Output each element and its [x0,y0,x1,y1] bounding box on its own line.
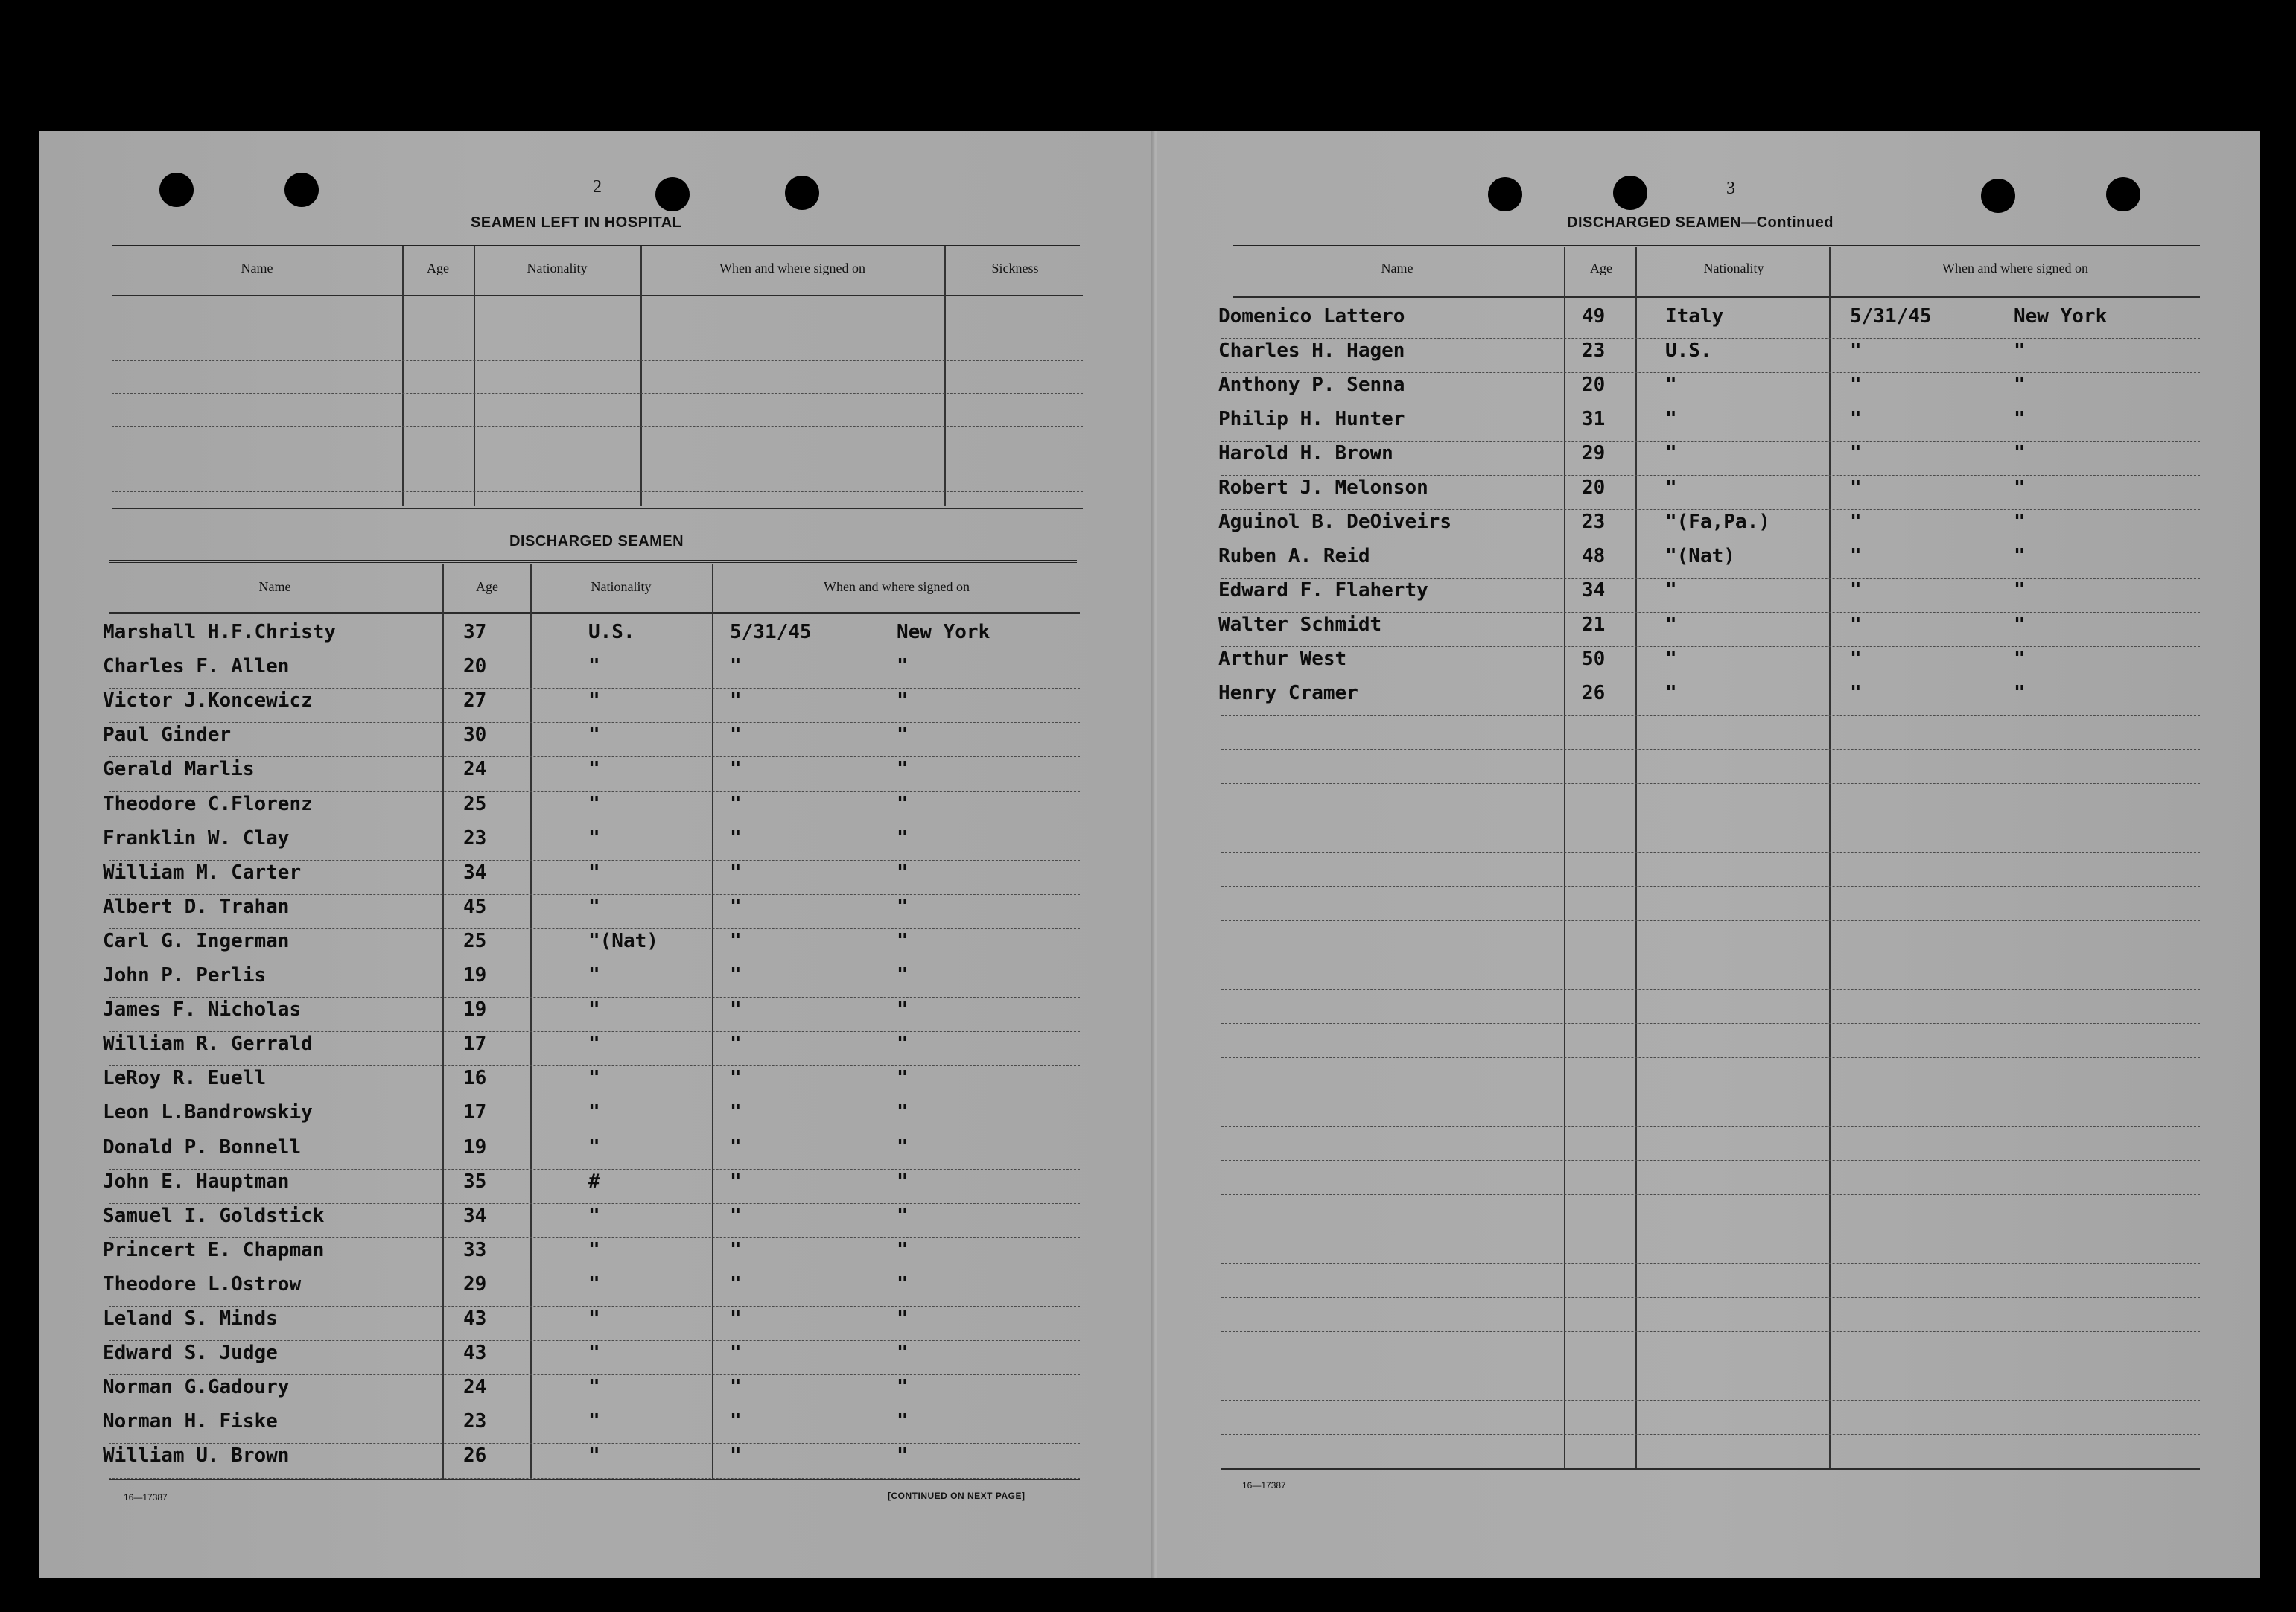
seaman-nationality: " [588,758,600,781]
seaman-age: 19 [463,964,487,987]
seaman-name: Robert J. Melonson [1218,477,1428,499]
seaman-age: 26 [1582,682,1606,704]
signed-on-date: " [730,998,742,1022]
signed-on-date: " [1850,408,1862,430]
hospital-section-title: SEAMEN LEFT IN HOSPITAL [471,214,682,231]
seaman-age: 24 [463,1376,487,1399]
hospital-header-name: Name [241,261,273,275]
seaman-nationality: " [588,861,600,884]
seaman-nationality: U.S. [1665,340,1712,362]
signed-on-place: " [897,724,909,747]
seaman-age: 23 [463,1410,487,1433]
row-rule [1221,1263,2200,1264]
signed-on-place: New York [2014,305,2108,328]
table-row [0,793,2296,827]
seaman-name: LeRoy R. Euell [103,1067,267,1090]
signed-on-place: " [897,1170,909,1193]
signed-on-date: " [730,964,742,987]
seaman-nationality: # [588,1170,600,1193]
seaman-nationality: " [588,1342,600,1365]
seaman-age: 24 [463,758,487,781]
seaman-nationality: " [588,1067,600,1090]
signed-on-date: " [730,1410,742,1433]
seaman-age: 45 [463,895,487,918]
table-row [0,477,2296,511]
seaman-nationality: " [1665,374,1677,396]
signed-on-date: " [730,1238,742,1261]
signed-on-place: " [2014,408,2026,430]
signed-on-date: " [730,861,742,884]
signed-on-date: " [1850,374,1862,396]
table-row [0,1444,2296,1479]
signed-on-place: " [897,895,909,918]
punch-hole [1981,179,2015,213]
seaman-nationality: " [588,964,600,987]
right-header-name: Name [1381,261,1413,275]
signed-on-date: " [730,1101,742,1124]
seaman-nationality: " [1665,648,1677,670]
seaman-nationality: " [588,655,600,678]
signed-on-place: " [2014,648,2026,670]
seaman-nationality: " [588,1272,600,1296]
signed-on-place: " [897,861,909,884]
signed-on-date: " [730,689,742,713]
signed-on-place: " [897,655,909,678]
seaman-age: 29 [1582,442,1606,465]
page-number: 3 [1726,179,1735,198]
signed-on-date: " [1850,477,1862,499]
signed-on-place: " [897,1238,909,1261]
seaman-nationality: " [588,998,600,1022]
signed-on-date: " [730,1272,742,1296]
seaman-age: 27 [463,689,487,713]
table-row [0,614,2296,648]
row-rule [1221,1126,2200,1127]
signed-on-place: " [2014,477,2026,499]
table-row [0,511,2296,545]
row-rule [1221,1434,2200,1435]
signed-on-date: " [730,1170,742,1193]
signed-on-place: " [2014,340,2026,362]
signed-on-date: " [730,826,742,850]
signed-on-place: " [897,792,909,815]
seaman-name: Franklin W. Clay [103,826,290,850]
seaman-name: Leland S. Minds [103,1307,278,1330]
table-row [0,305,2296,340]
signed-on-date: " [730,724,742,747]
seaman-nationality: " [588,724,600,747]
signed-on-place: " [897,1444,909,1468]
table-row [0,758,2296,792]
signed-on-place: " [2014,614,2026,636]
seaman-name: Norman H. Fiske [103,1410,278,1433]
seaman-name: John P. Perlis [103,964,267,987]
discharged-header-age: Age [476,579,498,594]
signed-on-date: 5/31/45 [1850,305,1932,328]
table-row [0,1376,2296,1410]
seaman-nationality: "(Nat) [588,929,658,952]
table-row [0,374,2296,408]
signed-on-date: " [730,1033,742,1056]
table-row [0,1273,2296,1307]
form-number: 16—17387 [1242,1480,1286,1491]
seaman-name: Victor J.Koncewicz [103,689,313,713]
seaman-nationality: " [1665,579,1677,602]
signed-on-place: " [2014,511,2026,533]
hospital-header-nationality: Nationality [527,261,588,275]
table-row [0,930,2296,964]
seaman-name: Arthur West [1218,648,1347,670]
table-row [0,1136,2296,1170]
seaman-name: William M. Carter [103,861,302,884]
seaman-name: Donald P. Bonnell [103,1135,302,1159]
row-rule [1221,989,2200,990]
signed-on-date: " [730,895,742,918]
table-row [0,545,2296,579]
continued-note: [CONTINUED ON NEXT PAGE] [888,1491,1025,1501]
table-row [0,1033,2296,1067]
seaman-nationality: " [588,1033,600,1056]
seaman-name: William R. Gerrald [103,1033,313,1056]
seaman-nationality: U.S. [588,621,635,643]
seaman-nationality: " [588,1135,600,1159]
discharged-continued-title: DISCHARGED SEAMEN—Continued [1567,214,1834,231]
table-row [0,682,2296,716]
seaman-name: Theodore L.Ostrow [103,1272,302,1296]
seaman-age: 37 [463,621,487,643]
row-rule [1221,1023,2200,1024]
seaman-nationality: " [588,826,600,850]
table-row [0,827,2296,861]
right-header-age: Age [1590,261,1612,275]
signed-on-date: " [1850,648,1862,670]
seaman-age: 33 [463,1238,487,1261]
signed-on-place: " [897,1067,909,1090]
signed-on-date: " [730,1067,742,1090]
signed-on-date: " [1850,545,1862,567]
signed-on-place: " [2014,579,2026,602]
seaman-age: 31 [1582,408,1606,430]
row-rule [1221,852,2200,853]
signed-on-place: " [897,1204,909,1227]
signed-on-place: " [897,689,909,713]
seaman-name: Charles H. Hagen [1218,340,1405,362]
row-rule [1221,1400,2200,1401]
table-row [0,579,2296,614]
row-rule [1221,749,2200,750]
seaman-name: Henry Cramer [1218,682,1358,704]
hospital-header-age: Age [427,261,449,275]
seaman-name: Edward S. Judge [103,1342,278,1365]
signed-on-place: " [897,1135,909,1159]
signed-on-place: " [897,964,909,987]
seaman-age: 20 [1582,477,1606,499]
seaman-nationality: "(Fa,Pa.) [1665,511,1770,533]
signed-on-place: " [897,1376,909,1399]
seaman-age: 34 [463,861,487,884]
seaman-age: 20 [463,655,487,678]
row-rule [1221,920,2200,921]
row-rule [1221,1331,2200,1332]
signed-on-place: " [897,1307,909,1330]
seaman-age: 21 [1582,614,1606,636]
seaman-name: Domenico Lattero [1218,305,1405,328]
seaman-age: 25 [463,929,487,952]
punch-hole [159,173,194,207]
signed-on-date: 5/31/45 [730,621,812,643]
signed-on-date: " [730,1444,742,1468]
seaman-nationality: " [1665,442,1677,465]
seaman-name: Albert D. Trahan [103,895,290,918]
signed-on-place: " [897,1342,909,1365]
signed-on-place: " [897,1272,909,1296]
seaman-nationality: " [588,1376,600,1399]
punch-hole [2106,177,2140,211]
signed-on-place: " [2014,545,2026,567]
right-header-signed-on: When and where signed on [1942,261,2088,275]
table-row [0,1342,2296,1376]
seaman-name: Ruben A. Reid [1218,545,1370,567]
signed-on-place: " [2014,374,2026,396]
seaman-name: John E. Hauptman [103,1170,290,1193]
punch-hole [1613,176,1647,210]
seaman-nationality: " [1665,408,1677,430]
seaman-nationality: "(Nat) [1665,545,1735,567]
discharged-header-signed-on: When and where signed on [824,579,970,594]
seaman-nationality: " [588,1410,600,1433]
seaman-name: Philip H. Hunter [1218,408,1405,430]
signed-on-place: " [897,998,909,1022]
signed-on-date: " [730,1376,742,1399]
seaman-name: Walter Schmidt [1218,614,1382,636]
seaman-age: 17 [463,1101,487,1124]
seaman-nationality: " [1665,682,1677,704]
signed-on-place: " [897,929,909,952]
right-table-bottom-rule [1221,1468,2200,1470]
signed-on-date: " [730,1135,742,1159]
table-row [0,1170,2296,1205]
signed-on-place: " [897,1101,909,1124]
seaman-age: 26 [463,1444,487,1468]
table-row [0,1101,2296,1135]
seaman-name: Harold H. Brown [1218,442,1393,465]
seaman-name: Paul Ginder [103,724,232,747]
seaman-age: 25 [463,792,487,815]
row-rule [1221,1057,2200,1058]
table-row [0,724,2296,758]
seaman-age: 50 [1582,648,1606,670]
row-rule [1221,1160,2200,1161]
signed-on-date: " [1850,511,1862,533]
seaman-age: 43 [463,1307,487,1330]
seaman-name: Carl G. Ingerman [103,929,290,952]
punch-hole [655,177,690,211]
signed-on-place: " [897,826,909,850]
seaman-name: Edward F. Flaherty [1218,579,1428,602]
seaman-nationality: " [588,1444,600,1468]
seaman-nationality: " [1665,614,1677,636]
seaman-name: Princert E. Chapman [103,1238,325,1261]
form-number: 16—17387 [124,1492,168,1503]
signed-on-date: " [1850,614,1862,636]
seaman-name: Leon L.Bandrowskiy [103,1101,313,1124]
page-number: 2 [593,177,602,197]
signed-on-place: " [897,1033,909,1056]
seaman-nationality: " [588,1307,600,1330]
row-rule [1221,783,2200,784]
signed-on-date: " [730,929,742,952]
table-row [0,442,2296,477]
seaman-name: Theodore C.Florenz [103,792,313,815]
signed-on-date: " [730,792,742,815]
signed-on-date: " [1850,442,1862,465]
punch-hole [1488,177,1522,211]
seaman-age: 34 [1582,579,1606,602]
seaman-nationality: " [588,1238,600,1261]
seaman-age: 48 [1582,545,1606,567]
seaman-name: Anthony P. Senna [1218,374,1405,396]
punch-hole [284,173,319,207]
seaman-age: 19 [463,998,487,1022]
table-row [0,1205,2296,1239]
row-rule [1221,886,2200,887]
seaman-nationality: " [588,1101,600,1124]
signed-on-date: " [730,1342,742,1365]
right-header-rule [1233,296,2200,298]
table-row [0,861,2296,896]
hospital-header-signed-on: When and where signed on [719,261,865,275]
seaman-age: 20 [1582,374,1606,396]
seaman-nationality: " [588,1204,600,1227]
table-row [0,1307,2296,1342]
seaman-age: 35 [463,1170,487,1193]
seaman-name: James F. Nicholas [103,998,302,1022]
seaman-age: 29 [463,1272,487,1296]
seaman-age: 30 [463,724,487,747]
seaman-age: 23 [1582,511,1606,533]
table-row [0,1410,2296,1444]
table-row [0,648,2296,682]
discharged-section-title: DISCHARGED SEAMEN [509,533,684,549]
hospital-header-sickness: Sickness [991,261,1039,275]
table-row [0,1239,2296,1273]
seaman-nationality: " [588,895,600,918]
seaman-age: 19 [463,1135,487,1159]
seaman-age: 23 [463,826,487,850]
seaman-name: William U. Brown [103,1444,290,1468]
signed-on-date: " [1850,579,1862,602]
right-header-nationality: Nationality [1703,261,1764,275]
signed-on-place: New York [897,621,990,643]
signed-on-date: " [1850,682,1862,704]
seaman-name: Marshall H.F.Christy [103,621,337,643]
signed-on-date: " [730,758,742,781]
seaman-nationality: " [588,689,600,713]
signed-on-date: " [730,655,742,678]
seaman-age: 23 [1582,340,1606,362]
signed-on-date: " [730,1204,742,1227]
seaman-name: Gerald Marlis [103,758,255,781]
seaman-name: Aguinol B. DeOiveirs [1218,511,1452,533]
table-row [0,998,2296,1033]
table-row [0,964,2296,998]
table-row [0,340,2296,374]
seaman-age: 16 [463,1067,487,1090]
seaman-nationality: " [1665,477,1677,499]
signed-on-place: " [897,758,909,781]
discharged-header-nationality: Nationality [591,579,652,594]
signed-on-place: " [2014,682,2026,704]
seaman-age: 17 [463,1033,487,1056]
seaman-name: Samuel I. Goldstick [103,1204,325,1227]
signed-on-date: " [730,1307,742,1330]
seaman-nationality: " [588,792,600,815]
punch-hole [785,176,819,210]
right-table-top-rule [1233,243,2200,247]
table-row [0,1067,2296,1101]
signed-on-date: " [1850,340,1862,362]
seaman-name: Norman G.Gadoury [103,1376,290,1399]
table-row [0,408,2296,442]
seaman-name: Charles F. Allen [103,655,290,678]
seaman-age: 34 [463,1204,487,1227]
hospital-header-rule [112,295,1083,296]
table-row [0,896,2296,930]
seaman-age: 43 [463,1342,487,1365]
signed-on-place: " [2014,442,2026,465]
seaman-nationality: Italy [1665,305,1724,328]
hospital-table-top-rule [112,243,1080,247]
row-rule [1221,1194,2200,1195]
seaman-age: 49 [1582,305,1606,328]
row-rule [1221,1297,2200,1298]
signed-on-place: " [897,1410,909,1433]
discharged-header-name: Name [258,579,291,594]
